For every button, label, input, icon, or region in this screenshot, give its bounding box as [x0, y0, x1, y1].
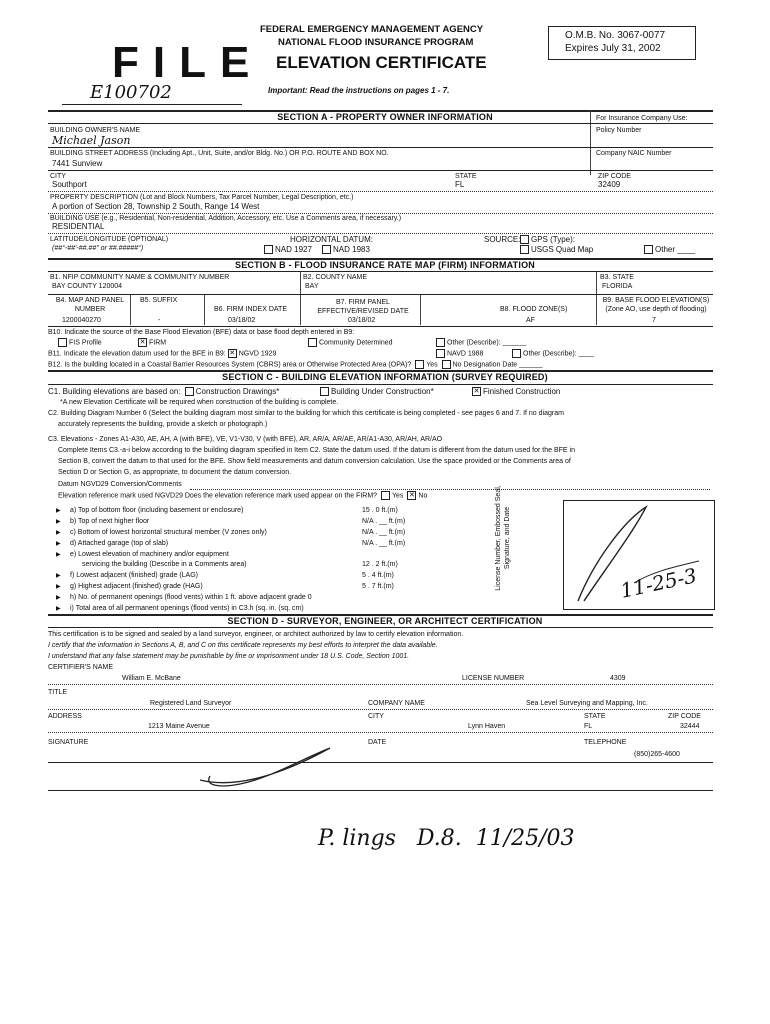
- c3-line1: C3. Elevations - Zones A1-A30, AE, AH, A (with BFE), VE, V1-V30, V (with BFE), AR, AR/A, AR/AE, AR/A1-A30, AR/AH, AR/AO: [48, 436, 443, 443]
- b6-label: B6. FIRM INDEX DATE: [214, 306, 287, 313]
- latlong-format: (##°-##'-##.##" or ##.#####°): [52, 245, 144, 252]
- c3-item-label: i) Total area of all permanent openings (flood vents) in C3.h (sq. in. (sq. cm): [70, 605, 304, 612]
- section-b-subrule: [48, 271, 713, 272]
- state-label: STATE: [455, 173, 477, 180]
- program-name: NATIONAL FLOOD INSURANCE PROGRAM: [278, 37, 474, 48]
- zip-d-label: ZIP CODE: [668, 713, 701, 720]
- address-value: 7441 Sunview: [52, 159, 103, 168]
- agency-name: FEDERAL EMERGENCY MANAGEMENT AGENCY: [260, 24, 484, 35]
- c1-finished-option[interactable]: [470, 387, 560, 397]
- c1-under-option[interactable]: [318, 387, 434, 397]
- b10-firm-option[interactable]: [136, 338, 166, 347]
- arrow-bullet-icon: ▶: [56, 595, 61, 601]
- cert-line1: This certification is to be signed and sealed by a land surveyor, engineer, or architect authorized by law to certify elevation information.: [48, 631, 464, 638]
- b5-value: -: [158, 317, 161, 324]
- b12-yes-label: Yes: [426, 361, 438, 369]
- c3-item-value[interactable]: N/A . __ ft.(m): [362, 529, 406, 536]
- c3-item-value[interactable]: 15 . 0 ft.(m): [362, 507, 398, 514]
- b10-fis-checkbox[interactable]: [58, 338, 67, 347]
- certifier-name-value: William E. McBane: [122, 675, 181, 682]
- ref-no-label: No: [418, 492, 428, 500]
- b7-label: B7. FIRM PANEL EFFECTIVE/REVISED DATE: [317, 299, 409, 315]
- arrow-bullet-icon: ▶: [56, 508, 61, 514]
- c3-item-value[interactable]: 12 . 2 ft.(m): [362, 561, 398, 568]
- b12-text: B12. Is the building located in a Coastal Barrier Resources System (CBRS) area or Otherwise Protected Area (OPA)?: [48, 361, 412, 369]
- b10-other-option[interactable]: Other (Describe): ______: [434, 338, 526, 347]
- b-divider-7: [596, 295, 597, 325]
- b-divider-4: [204, 295, 205, 325]
- building-use-label: BUILDING USE (e.g., Residential, Non-residential, Addition, Accessory, etc. Use a Comments area, if necessary.): [50, 215, 402, 222]
- nad83-checkbox[interactable]: [322, 245, 331, 254]
- signature-label: SIGNATURE: [48, 739, 89, 746]
- c1-under-checkbox[interactable]: [320, 387, 329, 396]
- title-value: Registered Land Surveyor: [150, 700, 232, 707]
- c3-item: [56, 593, 496, 603]
- description-value: A portion of Section 28, Township 2 South, Range 14 West: [52, 202, 260, 211]
- section-d-title: SECTION D - SURVEYOR, ENGINEER, OR ARCHITECT CERTIFICATION: [227, 616, 543, 626]
- section-a-subrule: [48, 123, 713, 124]
- b10-other-label: Other (Describe):: [447, 339, 501, 347]
- c3-item: [56, 560, 496, 569]
- latlong-label: LATITUDE/LONGITUDE (OPTIONAL): [50, 236, 169, 243]
- seal-box: [563, 500, 715, 610]
- arrow-bullet-icon: ▶: [56, 584, 61, 590]
- rule-a2: [48, 170, 713, 171]
- reference-text: Elevation reference mark used NGVD29 Does the elevation reference mark used appear on the FIRM?: [58, 492, 378, 500]
- c1-finished-label: Finished Construction: [483, 387, 561, 396]
- other-source-option[interactable]: Other ____: [642, 245, 695, 255]
- b10-fis-label: FIS Profile: [69, 339, 102, 347]
- c3-item-label: d) Attached garage (top of slab): [70, 540, 169, 547]
- c3-item-label: f) Lowest adjacent (finished) grade (LAG): [70, 572, 199, 579]
- title-label: TITLE: [48, 689, 68, 696]
- c3-item-value[interactable]: 5 . 4 ft.(m): [362, 572, 394, 579]
- nad27-checkbox[interactable]: [264, 245, 273, 254]
- horizontal-datum-label: HORIZONTAL DATUM:: [290, 235, 373, 244]
- c3-item: [56, 517, 496, 527]
- address-label: BUILDING STREET ADDRESS (Including Apt., Unit, Suite, and/or Bldg. No.) OR P.O. ROUTE AND BOX NO.: [50, 150, 389, 157]
- rule-d4: [48, 762, 713, 763]
- state-value: FL: [455, 180, 465, 189]
- b1-value: BAY COUNTY 120004: [52, 283, 123, 290]
- building-use-value: RESIDENTIAL: [52, 222, 105, 231]
- c3-item: [56, 604, 496, 614]
- reference-row: [58, 491, 427, 500]
- rule-a1: [48, 147, 713, 148]
- b1-label: B1. NFIP COMMUNITY NAME & COMMUNITY NUMBER: [50, 274, 230, 281]
- rule-d1: [48, 684, 713, 685]
- ref-no-checkbox[interactable]: ✕: [408, 492, 415, 499]
- gps-option[interactable]: [518, 235, 575, 245]
- b11-navd-label: NAVD 1988: [447, 350, 484, 358]
- omb-number: O.M.B. No. 3067-0077: [565, 30, 666, 41]
- omb-expires: Expires July 31, 2002: [565, 43, 661, 54]
- important-note: Important: Read the instructions on pages 1 - 7.: [268, 86, 450, 95]
- zip-value: 32409: [598, 180, 621, 189]
- usgs-checkbox[interactable]: [520, 245, 529, 254]
- nad83-option[interactable]: [320, 245, 370, 255]
- arrow-bullet-icon: ▶: [56, 541, 61, 547]
- form-title: ELEVATION CERTIFICATE: [276, 53, 487, 72]
- c1-row: [48, 387, 279, 397]
- b12-no-label: No: [452, 361, 462, 369]
- c3-item: [56, 528, 496, 538]
- b-divider-1: [300, 272, 301, 294]
- other-source-checkbox[interactable]: [644, 245, 653, 254]
- cert-line2: I certify that the information in Sections A, B, and C on this certificate represents my best efforts to interpret the data available.: [48, 642, 438, 649]
- b11-navd-checkbox[interactable]: [436, 349, 445, 358]
- c3-item-label: g) Highest adjacent (finished) grade (HAG): [70, 583, 203, 590]
- b6-value: 03/18/02: [228, 317, 256, 324]
- b11-other-checkbox[interactable]: [512, 349, 521, 358]
- b11-ngvd-checkbox[interactable]: ✕: [229, 350, 236, 357]
- insurance-use-label: For Insurance Company Use:: [596, 115, 688, 122]
- rule-a5: [48, 233, 713, 234]
- b10-fis-option[interactable]: [56, 338, 102, 347]
- usgs-label: USGS Quad Map: [531, 245, 594, 254]
- b4-label: B4. MAP AND PANEL NUMBER: [55, 297, 125, 313]
- date-d-label: DATE: [368, 739, 387, 746]
- b8-value: AF: [526, 317, 535, 324]
- state-d-value: FL: [584, 723, 593, 730]
- file-stamp: FILE: [112, 38, 264, 87]
- b10-community-checkbox[interactable]: [308, 338, 317, 347]
- c3-item: [56, 582, 496, 592]
- state-d-label: STATE: [584, 713, 606, 720]
- b2-label: B2. COUNTY NAME: [303, 274, 368, 281]
- section-c-title: SECTION C - BUILDING ELEVATION INFORMATION (SURVEY REQUIRED): [222, 372, 548, 382]
- b2-value: BAY: [305, 283, 319, 290]
- other-source-label: Other: [655, 245, 676, 254]
- b12-yes-checkbox[interactable]: [415, 360, 424, 369]
- rule-d3: [48, 732, 713, 733]
- city-value: Southport: [52, 180, 87, 189]
- b12-row: B12. Is the building located in a Coastal Barrier Resources System (CBRS) area or Otherwise Protected Area (OPA)? Yes No Designation Date ______: [48, 361, 543, 369]
- certifier-signature: [180, 740, 360, 790]
- c3-item-label: servicing the building (Describe in a Comments area): [82, 561, 247, 568]
- c1-note: *A new Elevation Certificate will be required when construction of the building is complete.: [60, 399, 339, 406]
- b9-label: B9. BASE FLOOD ELEVATION(S) (Zone AO, use depth of flooding): [602, 297, 710, 313]
- b-divider-5: [300, 295, 301, 325]
- c3-item-value[interactable]: N/A . __ ft.(m): [362, 518, 406, 525]
- section-b-title: SECTION B - FLOOD INSURANCE RATE MAP (FIRM) INFORMATION: [235, 260, 535, 270]
- city-label: CITY: [50, 173, 66, 180]
- owner-name-label: BUILDING OWNER'S NAME: [50, 127, 141, 134]
- telephone-value: (850)265-4600: [634, 751, 680, 758]
- b11-other-label: Other (Describe):: [523, 350, 577, 358]
- b5-label: B5. SUFFIX: [140, 297, 178, 304]
- rule-b1: [48, 294, 713, 295]
- seal-date: 11-25-3: [618, 563, 699, 603]
- c3-line3: Section B, convert the datum to that used for the BFE. Show field measurements and datum conversion calculation. Use the space provided or the Comments area of: [58, 458, 571, 465]
- section-d-subrule: [48, 627, 713, 628]
- b-divider-6: [420, 295, 421, 325]
- c1-under-label: Building Under Construction*: [331, 387, 434, 396]
- city-d-label: CITY: [368, 713, 384, 720]
- source-label: SOURCE:: [484, 235, 521, 244]
- b3-label: B3. STATE: [600, 274, 634, 281]
- b12-no-checkbox[interactable]: [442, 360, 451, 369]
- license-number-value: 4309: [610, 675, 626, 682]
- nad27-label: NAD 1927: [275, 245, 312, 254]
- b11-ngvd-label: NGVD 1929: [238, 350, 277, 358]
- c3-line2: Complete Items C3.-a-i below according to the building diagram specified in Item C2. State the datum used. If the datum is different from the datum used for the BFE in: [58, 447, 575, 454]
- b3-value: FLORIDA: [602, 283, 633, 290]
- c3-line4: Section D or Section G, as appropriate, to document the datum conversion.: [58, 469, 292, 476]
- city-d-value: Lynn Haven: [468, 723, 506, 730]
- rule-d5: [48, 790, 713, 791]
- usgs-option[interactable]: [518, 245, 593, 255]
- seal-label: License Number, Embossed Seal, Signature, and Date: [495, 485, 511, 591]
- company-name-value: Sea Level Surveying and Mapping, Inc.: [526, 700, 648, 707]
- address-d-label: ADDRESS: [48, 713, 82, 720]
- b10-community-option[interactable]: [306, 338, 393, 347]
- b10-firm-label: FIRM: [149, 339, 167, 347]
- insurance-divider: [590, 111, 591, 175]
- c3-item-label: b) Top of next higher floor: [70, 518, 150, 525]
- omb-box: [548, 26, 696, 60]
- ref-yes-label: Yes: [392, 492, 404, 500]
- c1-text: C1. Building elevations are based on:: [48, 387, 181, 396]
- b11-row: [48, 349, 276, 358]
- rule-b2: [48, 326, 713, 327]
- b-divider-3: [130, 295, 131, 325]
- section-c-subrule: [48, 384, 713, 385]
- nad27-option[interactable]: [262, 245, 312, 255]
- c3-item-label: a) Top of bottom floor (including basement or enclosure): [70, 507, 244, 514]
- c3-item-label: e) Lowest elevation of machinery and/or equipment: [70, 551, 229, 558]
- owner-name-value: Michael Jason: [52, 134, 131, 147]
- c2-line1: C2. Building Diagram Number 6 (Select the building diagram most similar to the building for which this certificate is being completed - see pages 6 and 7. If no diagram: [48, 410, 564, 417]
- b11-text: B11. Indicate the elevation datum used for the BFE in B9:: [48, 350, 226, 358]
- c3-item: [56, 506, 496, 516]
- company-name-label: COMPANY NAME: [368, 700, 425, 707]
- zip-label: ZIP CODE: [598, 173, 631, 180]
- gps-label: GPS (Type):: [531, 235, 576, 244]
- c3-item: [56, 539, 496, 549]
- ref-yes-checkbox[interactable]: [381, 491, 390, 500]
- c3-item-value[interactable]: 5 . 7 ft.(m): [362, 583, 394, 590]
- b11-navd-option[interactable]: [434, 349, 483, 358]
- description-label: PROPERTY DESCRIPTION (Lot and Block Numbers, Tax Parcel Number, Legal Description, etc.): [50, 194, 354, 201]
- c3-item: [56, 550, 496, 560]
- arrow-bullet-icon: ▶: [56, 530, 61, 536]
- section-a-title: SECTION A - PROPERTY OWNER INFORMATION: [277, 112, 493, 122]
- cert-line3: I understand that any false statement may be punishable by fine or imprisonment under 18 U.S. Code, Section 1001.: [48, 653, 410, 660]
- c1-construction-label: Construction Drawings*: [195, 387, 280, 396]
- naic-label: Company NAIC Number: [596, 150, 672, 157]
- policy-number-label: Policy Number: [596, 127, 642, 134]
- handwritten-footer-note: P. lings D.8. 11/25/03: [318, 826, 575, 851]
- file-number-underline: [62, 104, 242, 105]
- rule-d2: [48, 709, 713, 710]
- telephone-label: TELEPHONE: [584, 739, 627, 746]
- b10-text: B10. Indicate the source of the Base Flood Elevation (BFE) data or base flood depth entered in B9:: [48, 329, 355, 336]
- b4-value: 1200040270: [62, 317, 101, 324]
- gps-checkbox[interactable]: [520, 235, 529, 244]
- c1-construction-checkbox[interactable]: [185, 387, 194, 396]
- datum-line: Datum NGVD29 Conversion/Comments: [58, 481, 182, 488]
- c3-item-label: c) Bottom of lowest horizontal structural member (V zones only): [70, 529, 267, 536]
- license-number-label: LICENSE NUMBER: [462, 675, 525, 682]
- arrow-bullet-icon: ▶: [56, 573, 61, 579]
- b7-value: 03/18/02: [348, 317, 376, 324]
- b11-other-option[interactable]: Other (Describe): ____: [510, 349, 594, 358]
- b10-other-checkbox[interactable]: [436, 338, 445, 347]
- arrow-bullet-icon: ▶: [56, 519, 61, 525]
- c1-finished-checkbox[interactable]: ✕: [473, 388, 480, 396]
- c3-item-value[interactable]: N/A . __ ft.(m): [362, 540, 406, 547]
- datum-comment-line: [190, 489, 710, 490]
- c2-line2: accurately represents the building, provide a sketch or photograph.): [58, 421, 268, 428]
- rule-a3: [48, 191, 713, 192]
- c3-item-label: h) No. of permanent openings (flood vents) within 1 ft. above adjacent grade 0: [70, 594, 312, 601]
- b12-date-label: Designation Date: [463, 361, 518, 369]
- b9-value: 7: [652, 317, 656, 324]
- file-number: E100702: [90, 82, 172, 103]
- certifier-name-label: CERTIFIER'S NAME: [48, 664, 113, 671]
- b10-community-label: Community Determined: [319, 339, 393, 347]
- b10-firm-checkbox[interactable]: ✕: [139, 339, 146, 346]
- b8-label: B8. FLOOD ZONE(S): [500, 306, 568, 313]
- arrow-bullet-icon: ▶: [56, 606, 61, 612]
- c3-item: [56, 571, 496, 581]
- zip-d-value: 32444: [680, 723, 700, 730]
- nad83-label: NAD 1983: [333, 245, 370, 254]
- arrow-bullet-icon: ▶: [56, 552, 61, 558]
- b-divider-2: [596, 272, 597, 294]
- address-d-value: 1213 Maine Avenue: [148, 723, 210, 730]
